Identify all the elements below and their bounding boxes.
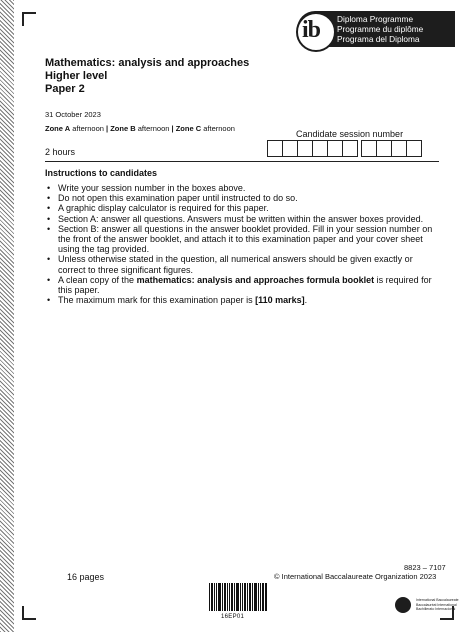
zone-a-label: Zone A (45, 124, 71, 133)
instruction-item-formula: • A clean copy of the mathematics: analysis and approaches formula booklet is required for this paper. (45, 275, 440, 295)
session-box[interactable] (342, 140, 358, 157)
duration: 2 hours (45, 147, 76, 157)
exam-title (45, 57, 249, 96)
programme-en: Diploma Programme (337, 14, 414, 24)
exam-date: 31 October 2023 (45, 110, 101, 119)
programme-fr: Programme du diplôme (337, 24, 424, 34)
zones: Zone A afternoon | Zone B afternoon | Zone C afternoon (45, 124, 235, 133)
candidate-session-boxes (267, 140, 421, 157)
crop-mark-top-left (22, 12, 36, 26)
subject: Mathematics: analysis and approaches (45, 57, 250, 69)
barcode-icon (209, 583, 267, 611)
paper-code: 8823 – 7107 (404, 563, 446, 572)
zone-b-label: Zone B (110, 124, 136, 133)
session-box[interactable] (376, 140, 392, 157)
session-box[interactable] (406, 140, 422, 157)
instructions-list (45, 183, 440, 305)
left-hatch-margin (0, 0, 14, 632)
zone-b-time: afternoon (137, 124, 170, 133)
zone-c-time: afternoon (203, 124, 235, 133)
crop-mark-bottom-left (22, 606, 36, 620)
org-names: International Baccalaureate Baccalauréat International Bachillerato Internacional (416, 598, 459, 611)
zone-c-label: Zone C (175, 124, 202, 133)
ib-footer-logo-icon (395, 597, 411, 613)
paper: Paper 2 (45, 83, 85, 95)
page-count: 16 pages (67, 572, 105, 582)
instruction-item: • Section A: answer all questions. Answers must be written within the answer boxes provided. (45, 214, 440, 224)
instruction-item: • Do not open this examination paper until instructed to do so. (45, 193, 440, 203)
programme-names (337, 14, 423, 44)
level: Higher level (45, 70, 108, 82)
session-box[interactable] (267, 140, 283, 157)
instructions-title: Instructions to candidates (45, 168, 158, 178)
divider (45, 161, 439, 162)
session-box[interactable] (282, 140, 298, 157)
instruction-item: • Section B: answer all questions in the answer booklet provided. Fill in your session number on the front of the answer booklet, and attach it to this examination paper and your cover sheet using the tag provided. (45, 224, 440, 255)
session-box[interactable] (391, 140, 407, 157)
instruction-item-marks: • The maximum mark for this examination paper is [110 marks]. (45, 295, 440, 305)
session-box[interactable] (312, 140, 328, 157)
candidate-session-label: Candidate session number (296, 129, 404, 139)
ib-logo-icon: ib (296, 12, 336, 52)
session-box[interactable] (361, 140, 377, 157)
copyright: © International Baccalaureate Organization 2023 (274, 572, 437, 581)
barcode-text: 16EP01 (221, 614, 245, 620)
instruction-item: • Write your session number in the boxes above. (45, 183, 440, 193)
instruction-item: • Unless otherwise stated in the question, all numerical answers should be given exactly or correct to three significant figures. (45, 254, 440, 274)
programme-es: Programa del Diploma (337, 34, 420, 44)
zone-a-time: afternoon (72, 124, 104, 133)
session-box[interactable] (297, 140, 313, 157)
instruction-item: • A graphic display calculator is required for this paper. (45, 203, 440, 213)
session-box[interactable] (327, 140, 343, 157)
